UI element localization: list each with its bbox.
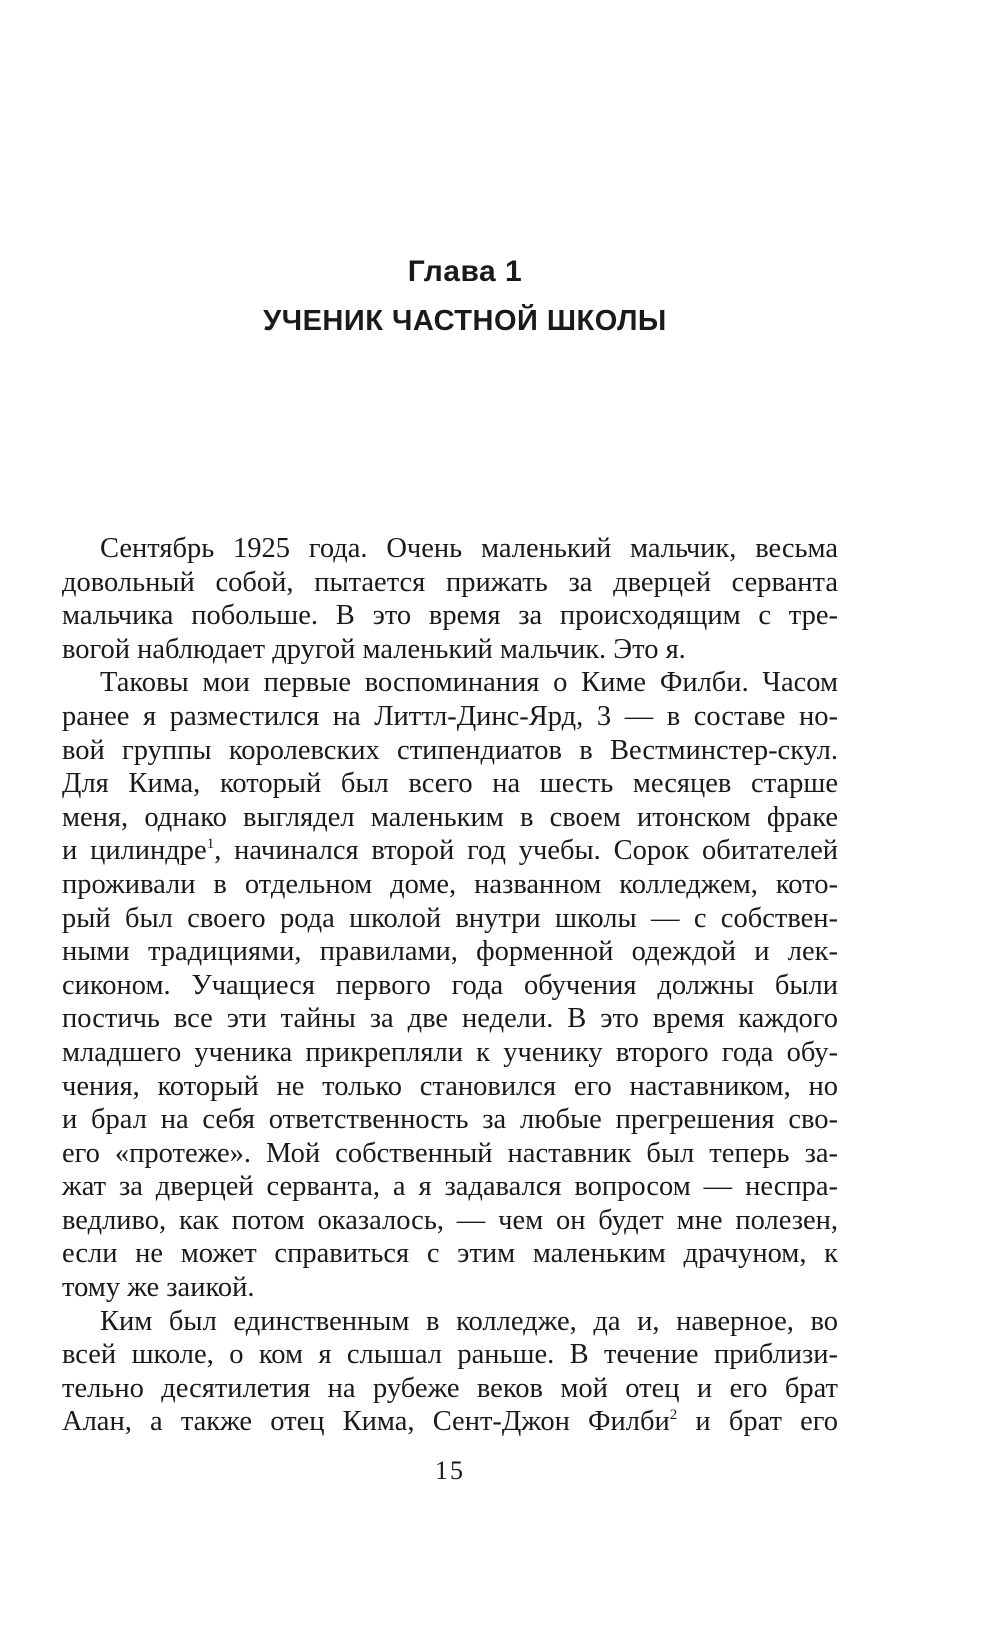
text-line: ными традициями, правилами, форменной одеждой и лек- xyxy=(62,936,838,968)
text-line: постичь все эти тайны за две недели. В это время каждого xyxy=(62,1003,838,1035)
text-line: его «протеже». Мой собственный наставник был теперь за- xyxy=(62,1137,838,1169)
chapter-title: УЧЕНИК ЧАСТНОЙ ШКОЛЫ xyxy=(263,305,667,337)
text-segment: и брат его xyxy=(677,1406,838,1438)
text-line: чения, который не только становился его наставником, но xyxy=(62,1070,838,1102)
text-line: Сентябрь 1925 года. Очень маленький мальчик, весьма xyxy=(100,533,838,564)
text-line: вогой наблюдает другой маленький мальчик. Это я. xyxy=(62,633,686,665)
text-line: ранее я разместился на Литтл-Динс-Ярд, 3 — в составе но- xyxy=(62,700,838,732)
text-segment: и цилиндре xyxy=(62,835,207,867)
text-line: довольный собой, пытается прижать за дверцей серванта xyxy=(62,566,838,598)
text-line: тельно десятилетия на рубеже веков мой отец и его брат xyxy=(62,1372,838,1404)
text-line: Для Кима, который был всего на шесть месяцев старше xyxy=(62,768,838,800)
text-line: всей школе, о ком я слышал раньше. В течение приблизи- xyxy=(62,1339,838,1371)
paragraph-1 xyxy=(62,532,838,666)
text-line: проживали в отдельном доме, названном колледжем, кото- xyxy=(62,868,838,900)
text-segment: Алан, а также отец Кима, Сент-Джон Филби xyxy=(62,1406,670,1438)
text-line: меня, однако выглядел маленьким в своем итонском фраке xyxy=(62,801,838,833)
chapter-number: Глава 1 xyxy=(407,255,523,288)
text-line-with-footnote xyxy=(62,1405,838,1439)
text-line: сиконом. Учащиеся первого года обучения должны были xyxy=(62,969,838,1001)
text-line: вой группы королевских стипендиатов в Вестминстер-скул. xyxy=(62,734,838,766)
body-text xyxy=(62,532,838,1439)
text-line: и брал на себя ответственность за любые прегрешения сво- xyxy=(62,1104,838,1136)
footnote-marker-2[interactable]: 2 xyxy=(669,1407,678,1424)
footnote-marker-1[interactable]: 1 xyxy=(206,836,215,853)
text-line: Таковы мои первые воспоминания о Киме Филби. Часом xyxy=(100,667,838,699)
text-line: жат за дверцей серванта, а я задавался вопросом — неспра- xyxy=(62,1171,838,1203)
text-line: рый был своего рода школой внутри школы — с собствен- xyxy=(62,902,838,934)
text-segment: , начинался второй год учебы. Сорок обитателей xyxy=(214,835,838,867)
text-line-with-footnote xyxy=(62,834,838,868)
text-line: Ким был единственным в колледже, да и, наверное, во xyxy=(100,1305,838,1337)
page-number: 15 xyxy=(435,1456,465,1485)
text-line: тому же заикой. xyxy=(62,1272,255,1304)
text-line: если не может справиться с этим маленьким драчуном, к xyxy=(62,1238,838,1270)
paragraph-2 xyxy=(62,666,838,1304)
paragraph-3 xyxy=(62,1305,838,1439)
text-line: младшего ученика прикрепляли к ученику второго года обу- xyxy=(62,1036,838,1068)
text-line: ведливо, как потом оказалось, — чем он будет мне полезен, xyxy=(62,1204,838,1236)
text-line: мальчика побольше. В это время за происходящим с тре- xyxy=(62,600,838,632)
